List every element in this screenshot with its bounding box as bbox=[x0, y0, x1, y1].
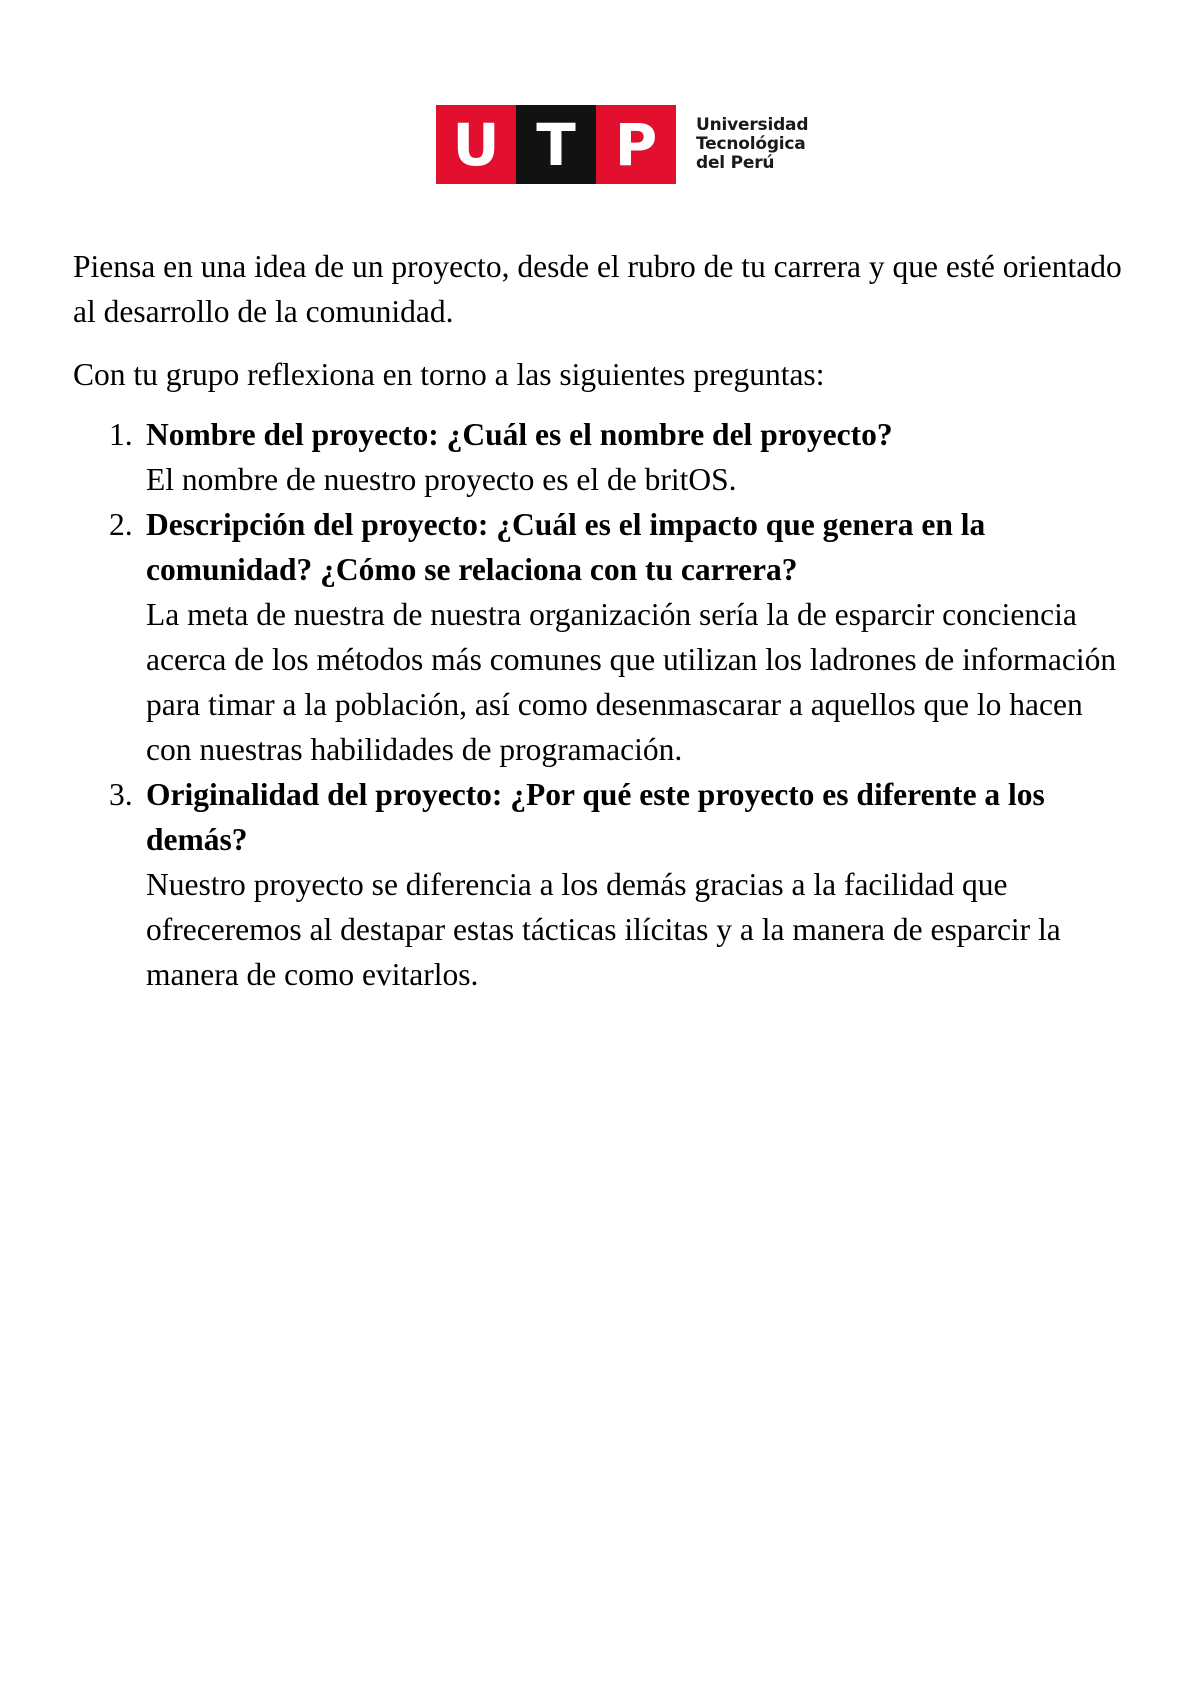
question-title: Nombre del proyecto: ¿Cuál es el nombre del proyecto? bbox=[146, 417, 893, 452]
list-item bbox=[73, 772, 1133, 997]
question-answer: Nuestro proyecto se diferencia a los demás gracias a la facilidad que ofreceremos al destapar estas tácticas ilícitas y a la manera de esparcir la manera de como evitarlos. bbox=[146, 867, 1061, 992]
document-body bbox=[73, 244, 1133, 997]
logo-letter-t: T bbox=[516, 105, 596, 184]
question-answer: El nombre de nuestro proyecto es el de britOS. bbox=[146, 462, 737, 497]
questions-list bbox=[73, 412, 1133, 997]
logo-letter-u: U bbox=[436, 105, 516, 184]
instruction-paragraph: Con tu grupo reflexiona en torno a las siguientes preguntas: bbox=[73, 357, 825, 392]
logo-letter-p: P bbox=[596, 105, 676, 184]
list-number: 3. bbox=[109, 777, 133, 812]
utp-logo bbox=[436, 105, 808, 184]
logo-line-3: del Perú bbox=[696, 153, 775, 173]
list-item bbox=[73, 502, 1133, 772]
question-title: Originalidad del proyecto: ¿Por qué este proyecto es diferente a los demás? bbox=[146, 777, 1045, 857]
list-number: 2. bbox=[109, 507, 133, 542]
logo-wordmark bbox=[696, 105, 808, 184]
question-answer: La meta de nuestra de nuestra organización sería la de esparcir conciencia acerca de los métodos más comunes que utilizan los ladrones de información para timar a la población, así como desenmascarar a aquellos que lo hacen con nuestras habilidades de programación. bbox=[146, 597, 1117, 767]
intro-paragraph: Piensa en una idea de un proyecto, desde el rubro de tu carrera y que esté orientado al desarrollo de la comunidad. bbox=[73, 249, 1122, 329]
logo-line-1: Universidad bbox=[696, 115, 809, 135]
list-number: 1. bbox=[109, 417, 133, 452]
logo-line-2: Tecnológica bbox=[696, 134, 806, 154]
list-item bbox=[73, 412, 1133, 502]
question-title: Descripción del proyecto: ¿Cuál es el impacto que genera en la comunidad? ¿Cómo se relaciona con tu carrera? bbox=[146, 507, 986, 587]
